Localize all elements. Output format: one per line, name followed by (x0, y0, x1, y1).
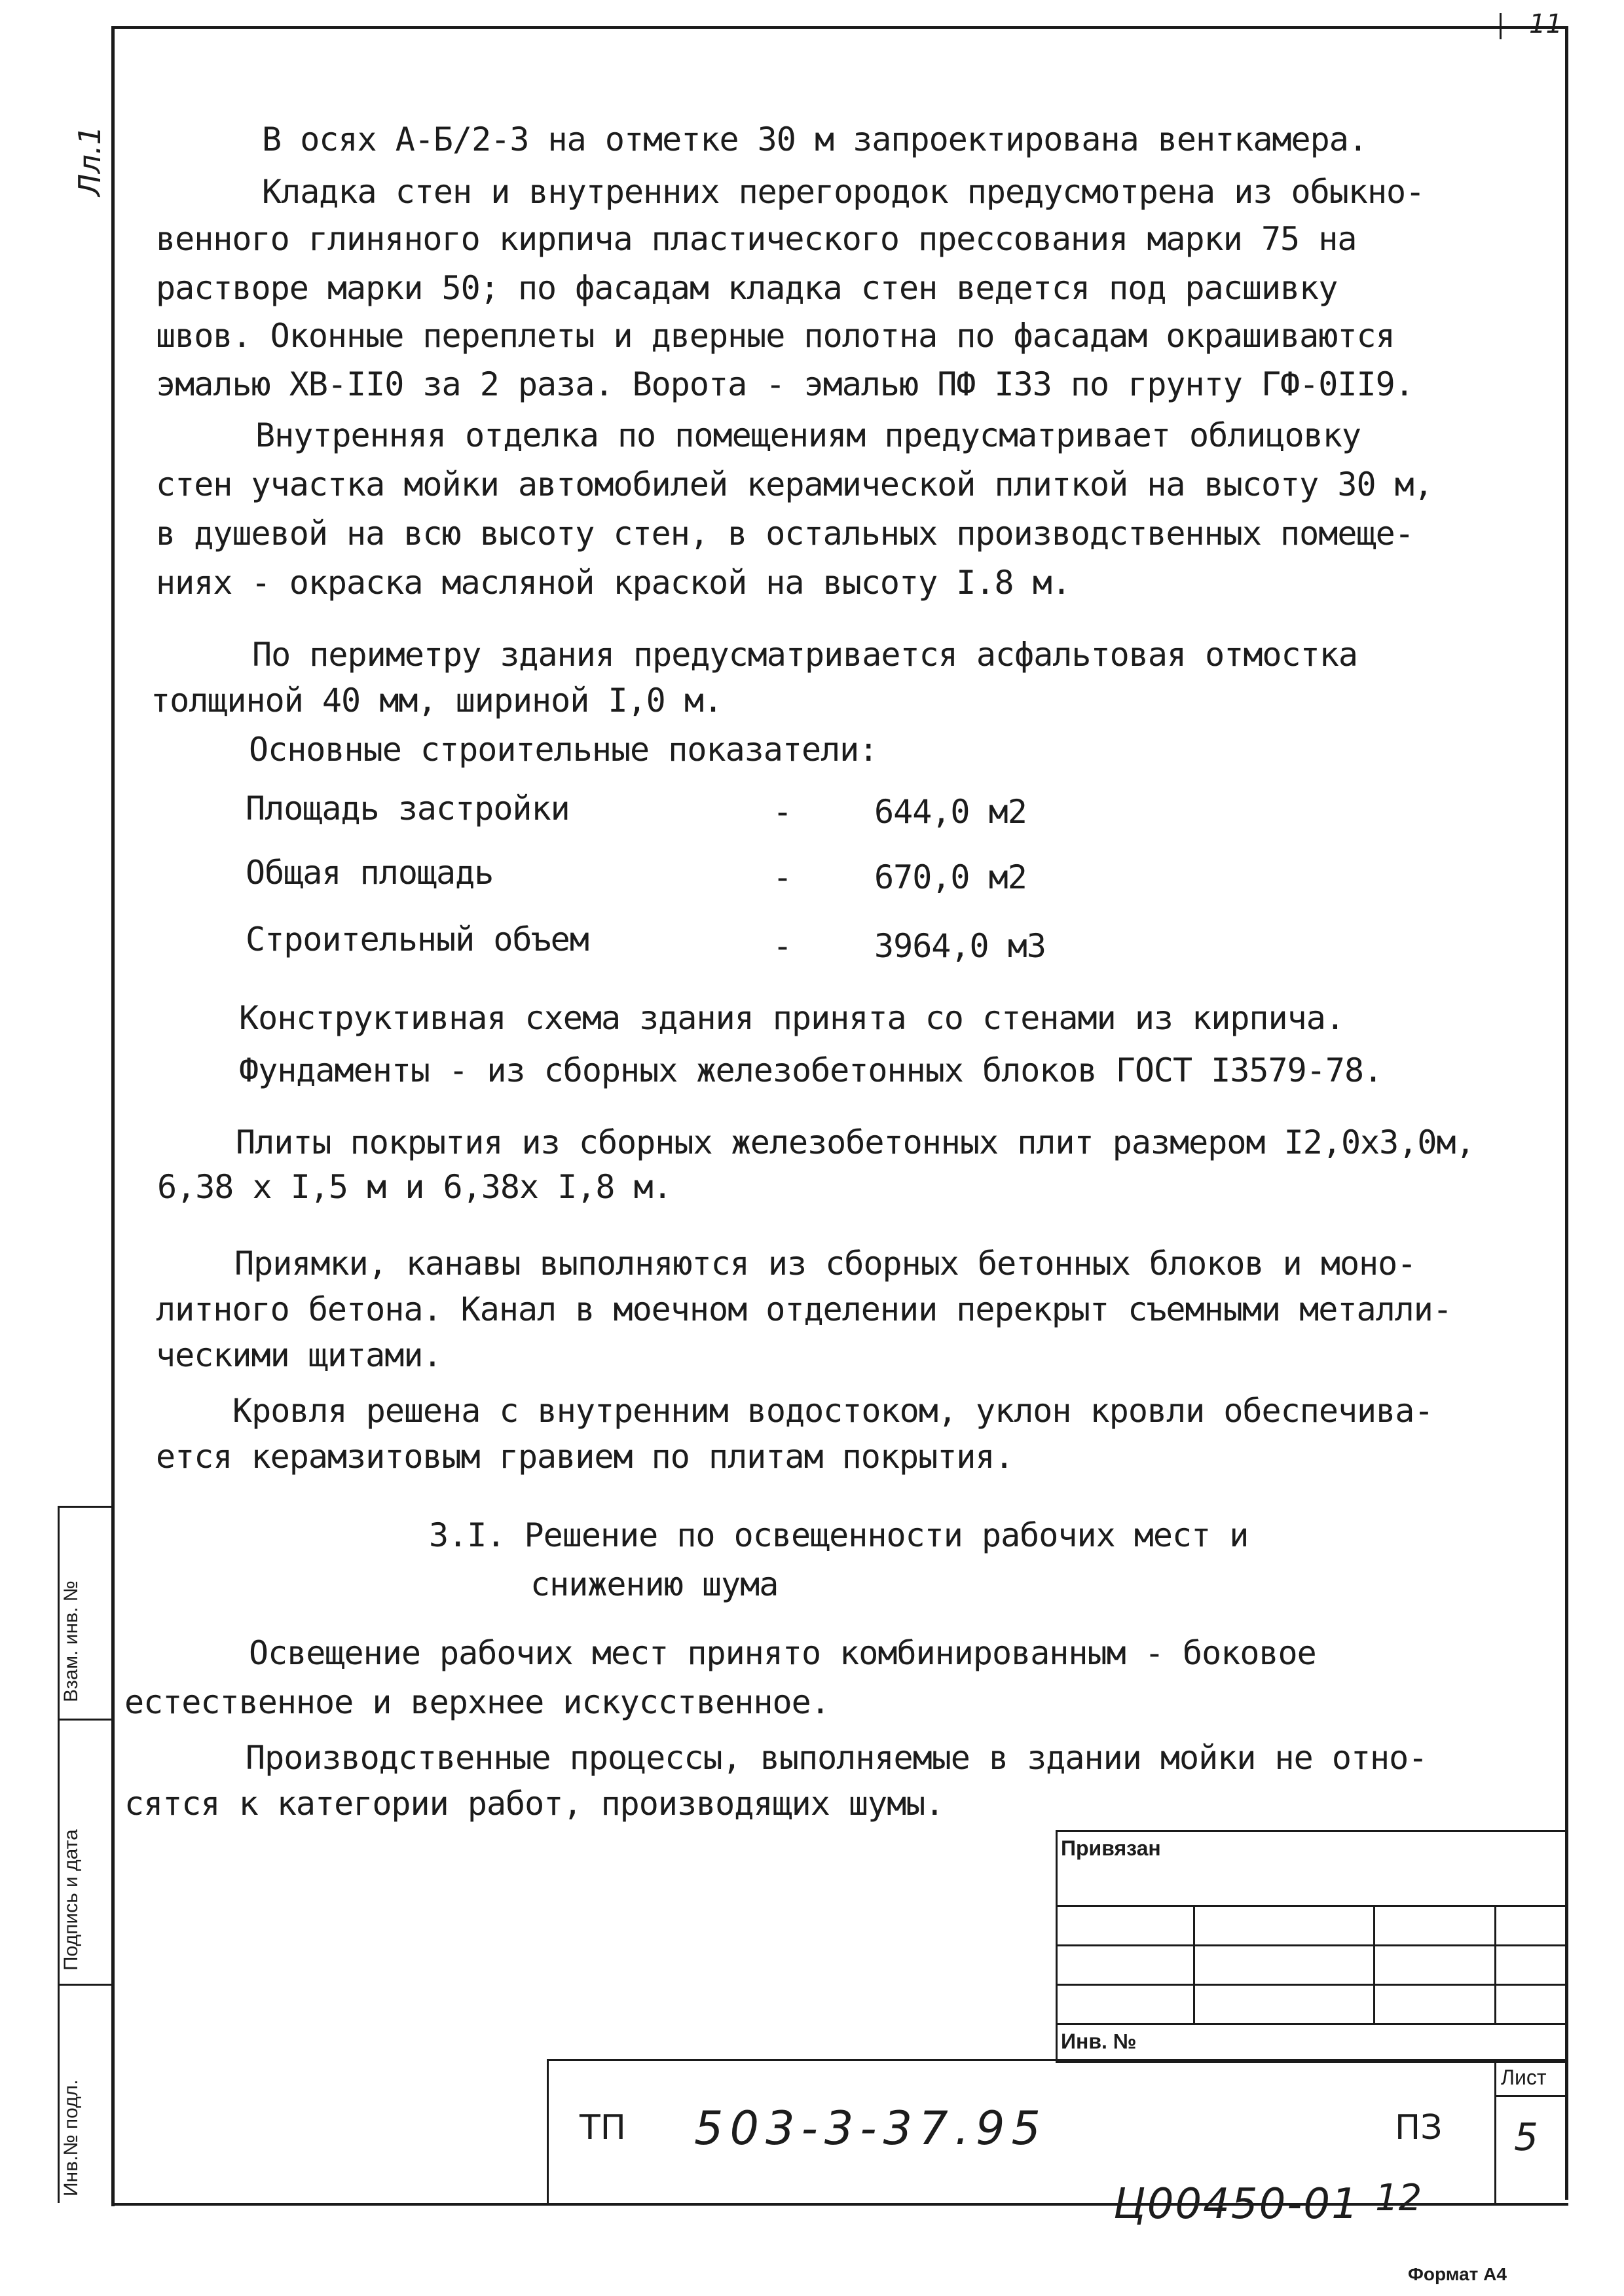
side-label-inv-podl: Инв.№ подл. (60, 2079, 82, 2196)
indicator-dash: - (773, 858, 792, 896)
doc-code: 503-3-37.95 (694, 2102, 1048, 2155)
sheet-number: 5 (1514, 2115, 1538, 2159)
stamp-grid-v3 (1494, 1905, 1496, 2023)
indicator-label: Общая площадь (246, 854, 494, 892)
indicator-value: 3964,0 м3 (874, 927, 1046, 965)
text-line: Кровля решена с внутренним водостоком, уклон кровли обеспечива- (232, 1392, 1433, 1430)
sheet-box-left (1494, 2059, 1496, 2203)
text-line: швов. Оконные переплеты и дверные полотна по фасадам окрашиваются (156, 317, 1395, 355)
text-line: Конструктивная схема здания принята со стенами из кирпича. (239, 999, 1344, 1037)
doc-type: ПЗ (1395, 2108, 1443, 2147)
text-line: ческими щитами. (156, 1336, 442, 1374)
frame-top-border (111, 26, 1568, 29)
text-line: литного бетона. Канал в моечном отделении перекрыт съемными металли- (156, 1290, 1452, 1328)
text-line: в душевой на всю высоту стен, в остальных производственных помеще- (156, 515, 1414, 553)
text-line: Производственные процессы, выполняемые в здании мойки не отно- (246, 1739, 1428, 1777)
indicator-label: Строительный объем (246, 920, 589, 958)
corner-tick (1500, 13, 1502, 39)
indicator-value: 644,0 м2 (874, 793, 1027, 831)
text-line: Фундаменты - из сборных железобетонных блоков ГОСТ I3579-78. (239, 1051, 1383, 1089)
text-line: венного глиняного кирпича пластического прессования марки 75 на (156, 220, 1357, 258)
side-label-podpis: Подпись и дата (60, 1829, 82, 1971)
text-line: сятся к категории работ, производящих шумы. (124, 1785, 944, 1823)
margin-mark: Лл.1 (72, 126, 107, 196)
side-strip-line-outer (58, 1506, 60, 2203)
text-line: толщиной 40 мм, шириной I,0 м. (151, 682, 723, 720)
archive-number: Ц00450-01 (1113, 2180, 1359, 2229)
side-strip-divider-3 (58, 1984, 113, 1986)
sheet-box-divider (1494, 2095, 1566, 2097)
section-title-cont: снижению шума (530, 1565, 779, 1603)
text-line: растворе марки 50; по фасадам кладка стен ведется под расшивку (156, 269, 1338, 307)
stamp-grid-v2 (1373, 1905, 1375, 2023)
stamp-grid-h3 (1056, 1984, 1566, 1986)
indicator-value: 670,0 м2 (874, 858, 1027, 896)
side-strip-divider-1 (58, 1506, 113, 1508)
side-label-vzam: Взам. инв. № (60, 1580, 82, 1702)
section-title: 3.I. Решение по освещенности рабочих мест и (429, 1516, 1249, 1554)
text-line: Плиты покрытия из сборных железобетонных плит размером I2,0х3,0м, (236, 1123, 1475, 1161)
indicator-label: Площадь застройки (246, 790, 570, 828)
stamp-grid-v1 (1193, 1905, 1195, 2023)
stamp-grid-h1 (1056, 1905, 1566, 1907)
stamp-grid-h4 (1056, 2023, 1566, 2025)
list-label: Лист (1501, 2066, 1547, 2089)
text-line: Освещение рабочих мест принято комбинированным - боковое (249, 1634, 1316, 1672)
text-line: Кладка стен и внутренних перегородок предусмотрена из обыкно- (262, 173, 1425, 211)
indicator-dash: - (773, 927, 792, 965)
stamp-grid-h2 (1056, 1944, 1566, 1946)
text-line: Приямки, канавы выполняются из сборных бетонных блоков и моно- (234, 1245, 1416, 1283)
text-line: В осях А-Б/2-3 на отметке 30 м запроектирована венткамера. (262, 120, 1367, 158)
privyazan-label: Привязан (1061, 1836, 1161, 1860)
text-line: ниях - окраска масляной краской на высоту I.8 м. (156, 564, 1071, 602)
text-line: стен участка мойки автомобилей керамической плиткой на высоту 30 м, (156, 465, 1433, 503)
text-line: эмалью ХВ-II0 за 2 раза. Ворота - эмалью ПФ I33 по грунту ГФ-0II9. (156, 365, 1414, 403)
text-line: ется керамзитовым гравием по плитам покрытия. (156, 1438, 1014, 1476)
archive-sheet: 12 (1375, 2177, 1422, 2219)
text-line: По периметру здания предусматривается асфальтовая отмостка (252, 636, 1357, 674)
inv-no-label: Инв. № (1061, 2030, 1137, 2053)
text-line: естественное и верхнее искусственное. (124, 1683, 830, 1721)
text-line: Основные строительные показатели: (249, 731, 878, 769)
side-strip-divider-2 (58, 1719, 113, 1721)
frame-left-border (111, 26, 115, 2206)
format-label: Формат А4 (1408, 2264, 1507, 2284)
indicator-dash: - (773, 793, 792, 831)
privyazan-box (1056, 1830, 1568, 2063)
text-line: Внутренняя отделка по помещениям предусматривает облицовку (255, 416, 1361, 454)
doc-prefix: ТП (580, 2108, 626, 2147)
corner-number: 11 (1529, 9, 1562, 39)
text-line: 6,38 х I,5 м и 6,38х I,8 м. (157, 1168, 672, 1206)
